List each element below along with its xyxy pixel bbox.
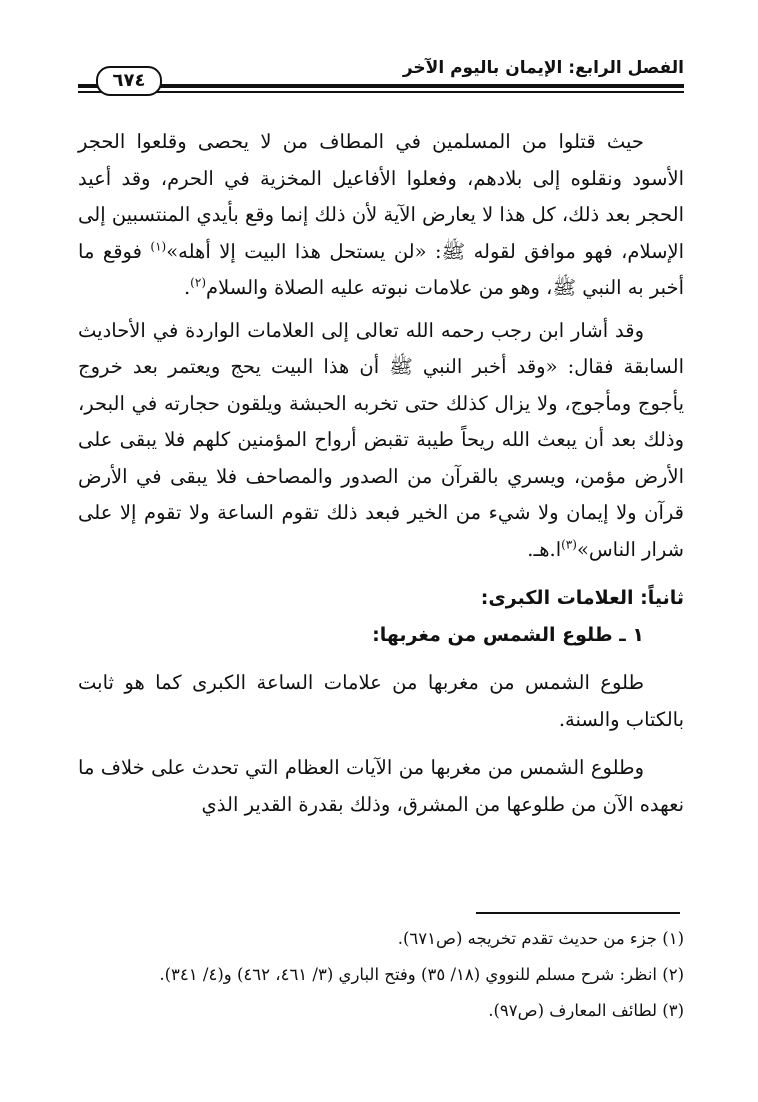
paragraph: [78, 124, 684, 307]
main-text: [78, 124, 684, 823]
paragraph-end: .: [183, 276, 191, 299]
page-header: [78, 52, 684, 102]
paragraph-text: وقد أشار ابن رجب رحمه الله تعالى إلى العلامات الواردة في الأحاديث السابقة فقال: «وقد أخبر النبي ﷺ أن هذا البيت يحج ويعتمر بعد خروج يأجوج ومأجوج، ولا يزال كذلك حتى تخربه الحبشة ويلقون حجارته في البحر، وذلك بعد أن يبعث الله ريحاً طيبة تقبض أرواح المؤمنين كلهم فلا يبقى على الأرض مؤمن، ويسري بالقرآن من الصدور والمصاحف فلا يبقى في الأرض قرآن ولا إيمان ولا شيء من الخير فبعد ذلك تقوم الساعة ولا تقوم إلا على شرار الناس»: [78, 318, 684, 561]
paragraph-text: حيث قتلوا من المسلمين في المطاف من لا يحصى وقلعوا الحجر الأسود ونقلوه إلى بلادهم، وفعلوا الأفاعيل المخزية في الحرم، وقد أعيد الحجر بعد ذلك، كل هذا لا يعارض الآية لأن ذلك إنما وقع بأيدي المنتسبين إلى الإسلام، فهو موافق لقوله ﷺ: «لن يستحل هذا البيت إلا أهله»: [78, 130, 684, 263]
footnote-separator: [476, 912, 680, 914]
section-heading: ثانياً: العلامات الكبرى:: [480, 587, 684, 609]
footnote: (٣) لطائف المعارف (ص٩٧).: [488, 1001, 684, 1020]
header-rule-thick: [78, 84, 684, 88]
header-rule-thin: [78, 91, 684, 93]
paragraph-end: ا.هـ.: [527, 537, 562, 561]
footnote-ref: (١): [150, 239, 167, 253]
footnote-ref: (٢): [190, 275, 206, 290]
paragraph: طلوع الشمس من مغربها من علامات الساعة الكبرى كما هو ثابت بالكتاب والسنة.: [78, 671, 684, 731]
footnote-ref: (٣): [561, 537, 577, 551]
footnote: (١) جزء من حديث تقدم تخريجه (ص٦٧١).: [397, 929, 684, 948]
footnote: (٢) انظر: شرح مسلم للنووي (١٨/ ٣٥) وفتح الباري (٣/ ٤٦١، ٤٦٢) و(٤/ ٣٤١).: [159, 965, 684, 984]
paragraph-text: فوقع ما أخبر به النبي ﷺ، وهو من علامات نبوته عليه الصلاة والسلام: [78, 239, 684, 299]
page-number: ٦٧٤: [96, 66, 162, 96]
subsection-heading: ١ ـ طلوع الشمس من مغربها:: [372, 623, 644, 646]
paragraph: [78, 313, 684, 569]
footnotes: [78, 924, 684, 1032]
paragraph: وطلوع الشمس من مغربها من الآيات العظام التي تحدث على خلاف ما نعهده الآن من طلوعها من المشرق، وذلك بقدرة القدير الذي: [78, 756, 684, 816]
running-title: الفصل الرابع: الإيمان باليوم الآخر: [402, 58, 684, 78]
